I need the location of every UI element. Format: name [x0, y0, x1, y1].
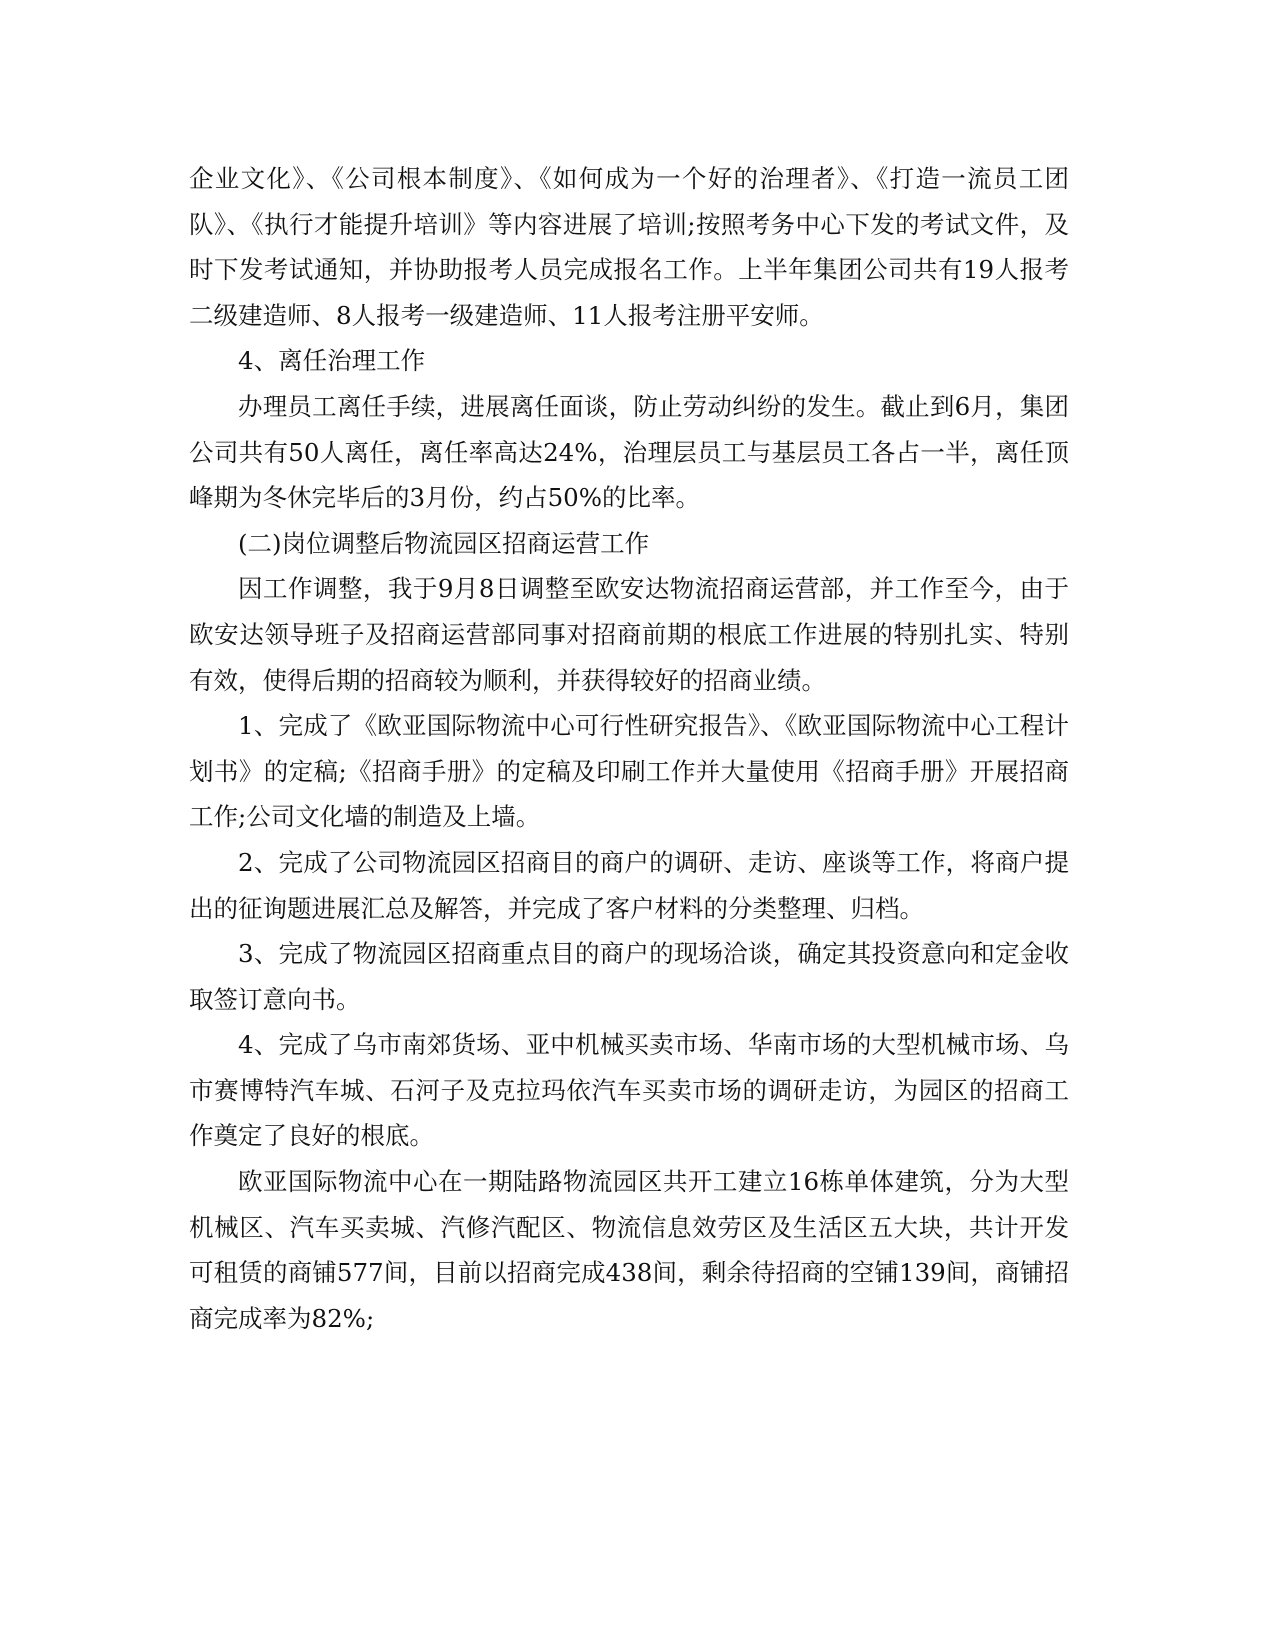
list-item-2-research: 2、完成了公司物流园区招商目的商户的调研、走访、座谈等工作，将商户提出的征询题进展汇总及解答，并完成了客户材料的分类整理、归档。: [189, 847, 1069, 923]
heading-logistics-park-operations: (二)岗位调整后物流园区招商运营工作: [238, 528, 650, 558]
list-item-1-reports: 1、完成了《欧亚国际物流中心可行性研究报告》、《欧亚国际物流中心工程计划书》的定稿;《招商手册》的定稿及印刷工作并大量使用《招商手册》开展招商工作;公司文化墙的制造及上墙。: [189, 711, 1069, 832]
paragraph-position-adjustment: 因工作调整，我于9月8日调整至欧安达物流招商运营部，并工作至今，由于欧安达领导班子及招商运营部同事对招商前期的根底工作进展的特别扎实、特别有效，使得后期的招商较为顺利，并获得较好的招商业绩。: [189, 574, 1069, 695]
heading-resignation-management: 4、离任治理工作: [238, 346, 426, 376]
paragraph-resignation-details: 办理员工离任手续，进展离任面谈，防止劳动纠纷的发生。截止到6月，集团公司共有50人离任，离任率高达24%，治理层员工与基层员工各占一半，离任顶峰期为冬休完毕后的3月份，约占50%的比率。: [189, 391, 1069, 513]
list-item-4-market-visits: 4、完成了乌市南郊货场、亚中机械买卖市场、华南市场的大型机械市场、乌市赛博特汽车城、石河子及克拉玛依汽车买卖市场的调研走访，为园区的招商工作奠定了良好的根底。: [189, 1030, 1069, 1151]
paragraph-leasing-summary: 欧亚国际物流中心在一期陆路物流园区共开工建立16栋单体建筑，分为大型机械区、汽车买卖城、汽修汽配区、物流信息效劳区及生活区五大块，共计开发可租赁的商铺577间，目前以招商完成438间，剩余待招商的空铺139间，商铺招商完成率为82%;: [189, 1167, 1069, 1333]
paragraph-training-continued: 企业文化》、《公司根本制度》、《如何成为一个好的治理者》、《打造一流员工团队》、《执行才能提升培训》等内容进展了培训;按照考务中心下发的考试文件，及时下发考试通知，并协助报考人员完成报名工作。上半年集团公司共有19人报考二级建造师、8人报考一级建造师、11人报考注册平安师。: [189, 164, 1069, 330]
document-body: [189, 156, 1069, 1341]
list-item-3-negotiation: 3、完成了物流园区招商重点目的商户的现场洽谈，确定其投资意向和定金收取签订意向书。: [189, 939, 1069, 1014]
